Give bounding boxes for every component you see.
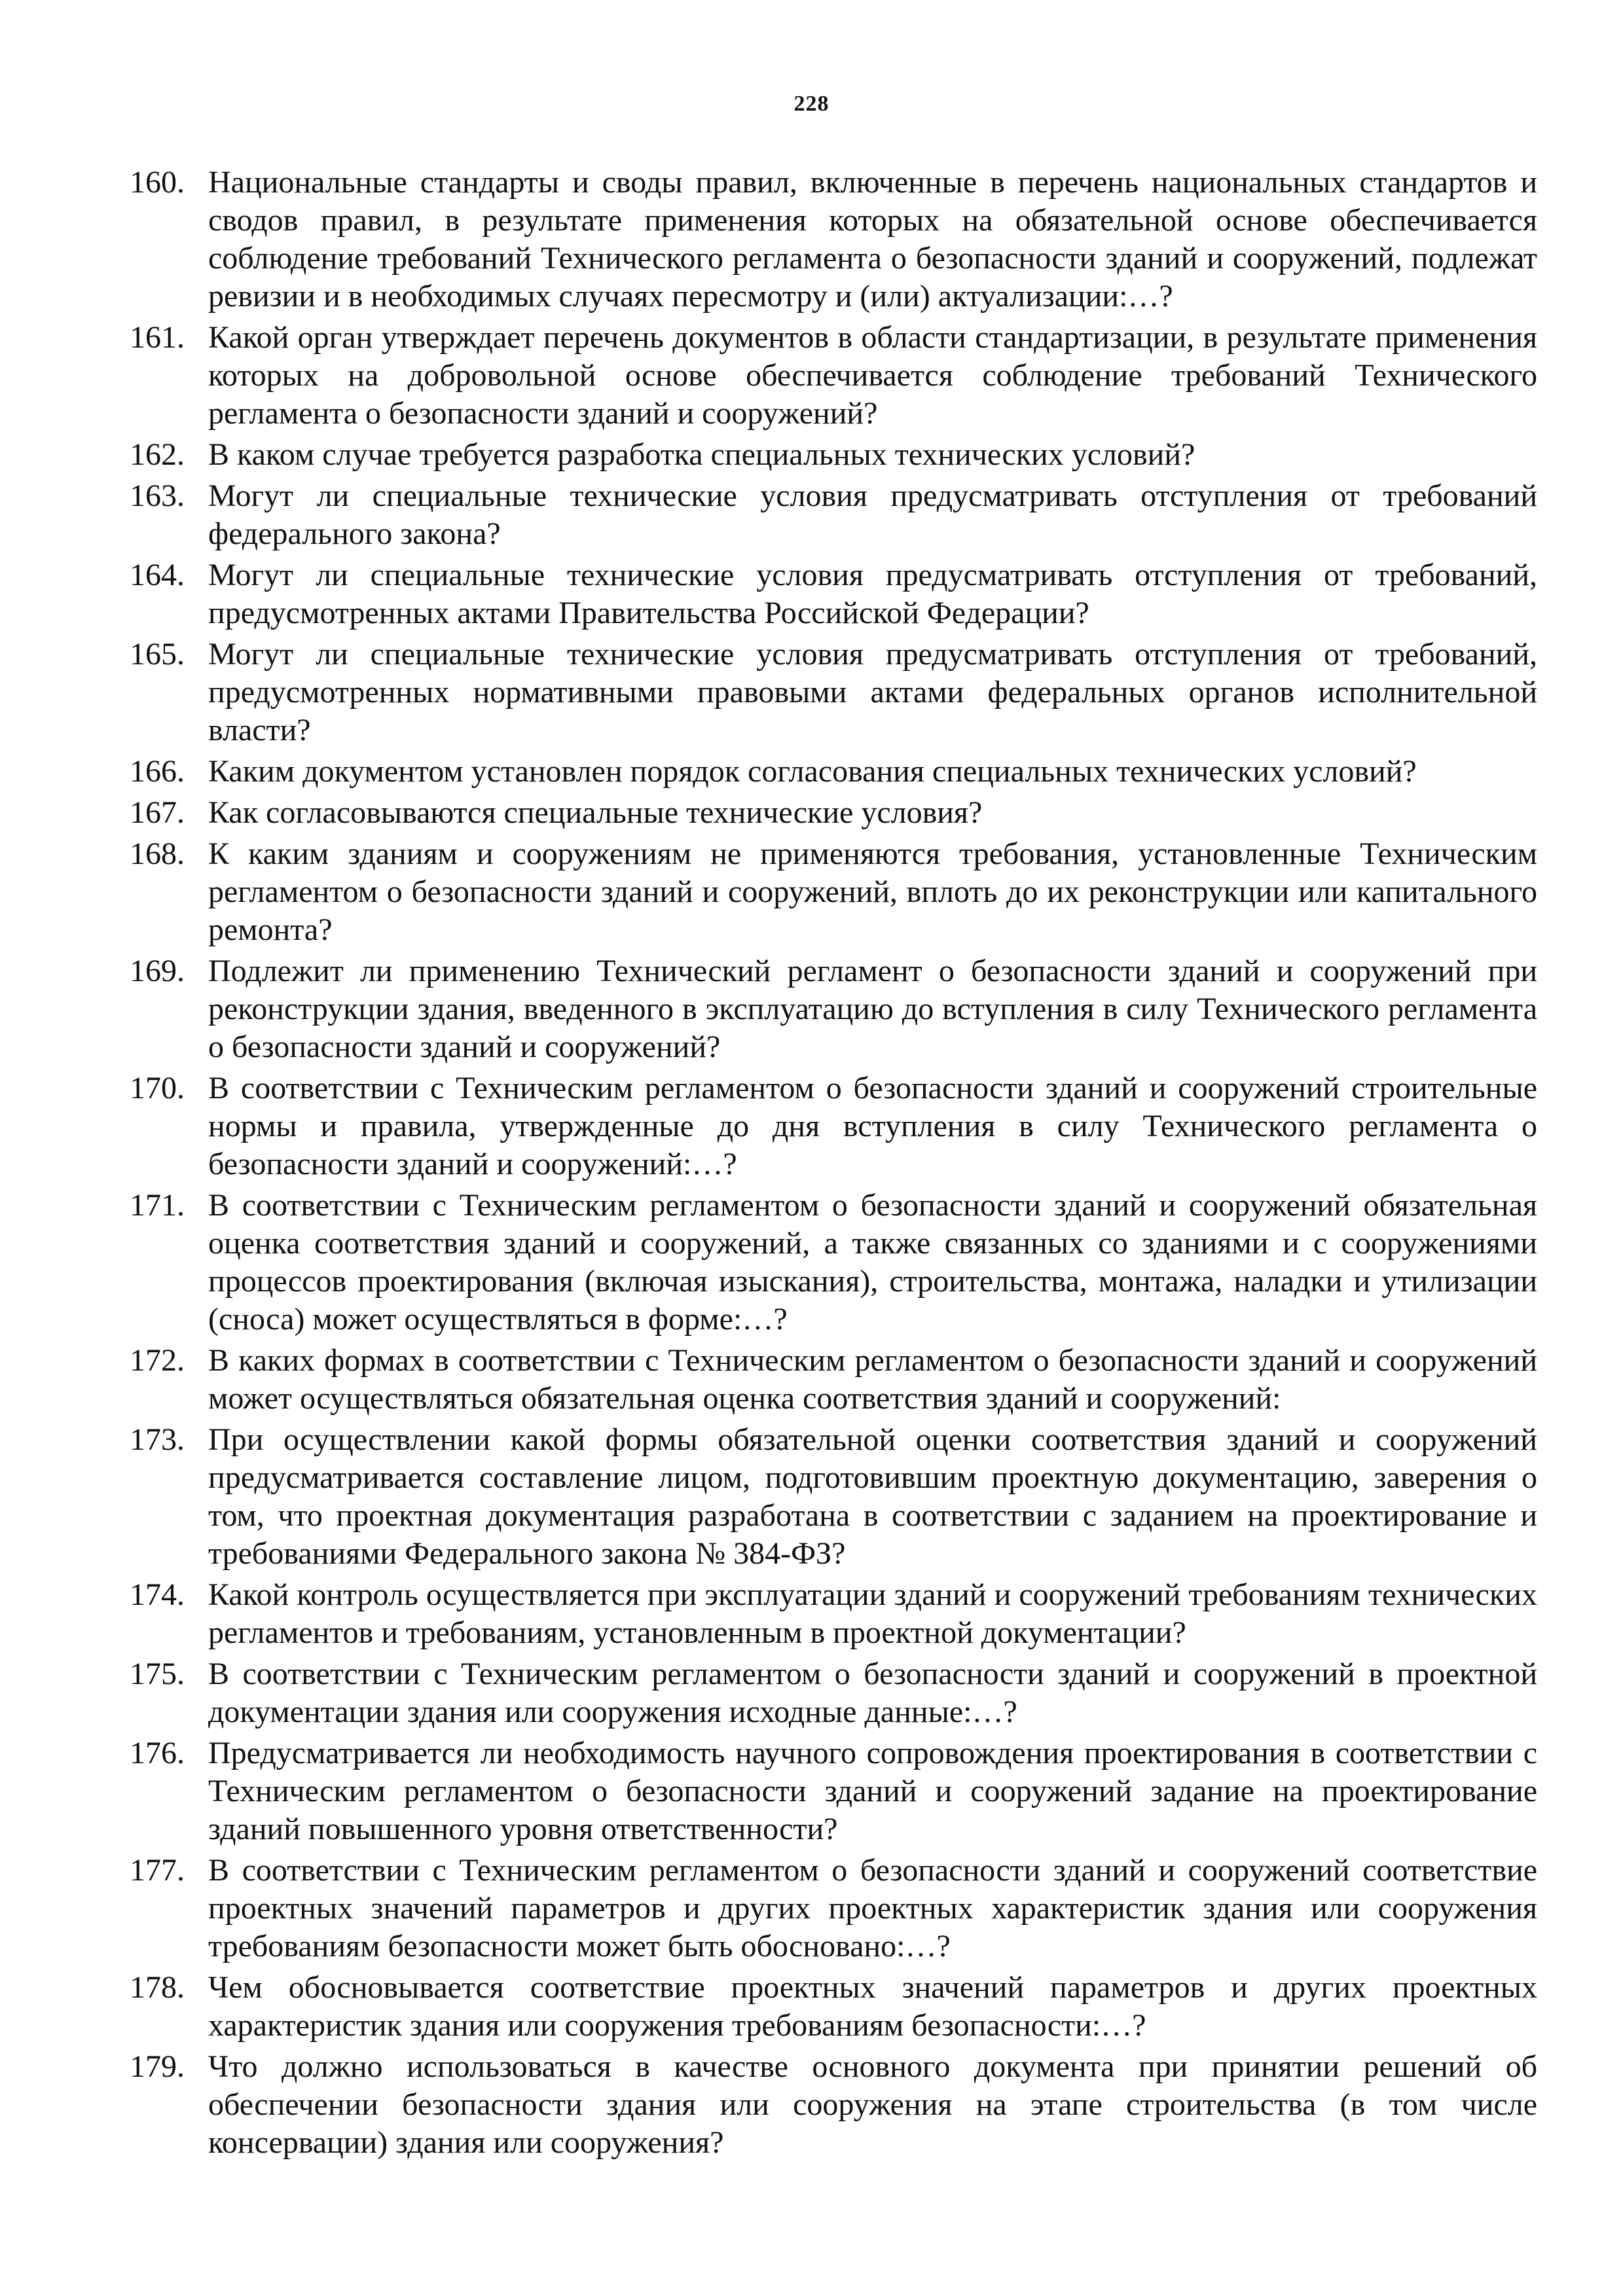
question-number: 170. <box>130 1071 185 1105</box>
question-item <box>130 1969 1537 2045</box>
question-text: Национальные стандарты и своды правил, включенные в перечень национальных стандартов и сводов правил, в результате применения которых на обязательной основе обеспечивается соблюдение требований Технического регламента о безопасности зданий и сооружений, подлежат ревизии и в необходимых случаях пересмотру и (или) актуализации:…? <box>208 165 1537 314</box>
question-item <box>130 1734 1537 1848</box>
question-text: Могут ли специальные технические условия предусматривать отступления от требований, предусмотренных актами Правительства Российской Федерации? <box>208 558 1537 630</box>
question-text: В соответствии с Техническим регламентом о безопасности зданий и сооружений соответствие проектных значений параметров и других проектных характеристик здания или сооружения требованиям безопасности может быть обосновано:…? <box>208 1853 1537 1964</box>
question-number: 168. <box>130 836 185 871</box>
page-number: 228 <box>793 92 830 116</box>
question-number: 176. <box>130 1736 185 1770</box>
question-text: Предусматривается ли необходимость научного сопровождения проектирования в соответствии с Техническим регламентом о безопасности зданий и сооружений задание на проектирование зданий повышенного уровня ответственности? <box>208 1736 1537 1846</box>
question-text: В каких формах в соответствии с Техническим регламентом о безопасности зданий и сооружений может осуществляться обязательная оценка соответствия зданий и сооружений: <box>208 1343 1537 1416</box>
question-number: 165. <box>130 637 185 672</box>
question-item <box>130 753 1537 791</box>
question-text: Могут ли специальные технические условия предусматривать отступления от требований, предусмотренных нормативными правовыми актами федеральных органов исполнительной власти? <box>208 637 1537 747</box>
question-number: 178. <box>130 1970 185 2005</box>
question-text: Как согласовываются специальные технические условия? <box>208 795 983 830</box>
question-text: Что должно использоваться в качестве основного документа при принятии решений об обеспечении безопасности здания или сооружения на этапе строительства (в том числе консервации) здания или сооружения? <box>208 2049 1537 2160</box>
question-text: Какой орган утверждает перечень документов в области стандартизации, в результате применения которых на добровольной основе обеспечивается соблюдение требований Технического регламента о безопасности зданий и сооружений? <box>208 320 1537 431</box>
question-item <box>130 835 1537 949</box>
question-item <box>130 436 1537 474</box>
question-item <box>130 477 1537 553</box>
question-number: 160. <box>130 165 185 200</box>
question-number: 172. <box>130 1343 185 1378</box>
question-number: 164. <box>130 558 185 592</box>
question-text: В каком случае требуется разработка специальных технических условий? <box>208 437 1195 472</box>
question-number: 175. <box>130 1657 185 1691</box>
question-text: В соответствии с Техническим регламентом о безопасности зданий и сооружений обязательная оценка соответствия зданий и сооружений, а также связанных со зданиями и с сооружениями процессов проектирования (включая изыскания), строительства, монтажа, наладки и утилизации (сноса) может осуществляться в форме:…? <box>208 1188 1537 1336</box>
question-text: К каким зданиям и сооружениям не применяются требования, установленные Техническим регламентом о безопасности зданий и сооружений, вплоть до их реконструкции или капитального ремонта? <box>208 836 1537 947</box>
question-text: При осуществлении какой формы обязательной оценки соответствия зданий и сооружений предусматривается составление лицом, подготовившим проектную документацию, заверения о том, что проектная документация разработана в соответствии с заданием на проектирование и требованиями Федерального закона № 384-ФЗ? <box>208 1422 1537 1571</box>
question-number: 161. <box>130 320 185 355</box>
question-text: В соответствии с Техническим регламентом о безопасности зданий и сооружений в проектной документации здания или сооружения исходные данные:…? <box>208 1657 1537 1729</box>
question-text: Какой контроль осуществляется при эксплуатации зданий и сооружений требованиям технических регламентов и требованиям, установленным в проектной документации? <box>208 1577 1537 1650</box>
question-text: Чем обосновывается соответствие проектных значений параметров и других проектных характеристик здания или сооружения требованиям безопасности:…? <box>208 1970 1537 2043</box>
question-item <box>130 794 1537 832</box>
question-number: 173. <box>130 1422 185 1457</box>
question-number: 169. <box>130 954 185 988</box>
question-item <box>130 952 1537 1066</box>
question-item <box>130 1655 1537 1731</box>
question-item <box>130 1852 1537 1965</box>
question-item <box>130 1342 1537 1418</box>
question-item <box>130 636 1537 749</box>
question-text: Подлежит ли применению Технический регламент о безопасности зданий и сооружений при реконструкции здания, введенного в эксплуатацию до вступления в силу Технического регламента о безопасности зданий и сооружений? <box>208 954 1537 1064</box>
question-number: 162. <box>130 437 185 472</box>
question-number: 174. <box>130 1577 185 1612</box>
question-item <box>130 1421 1537 1573</box>
question-item <box>130 164 1537 315</box>
question-item <box>130 1069 1537 1183</box>
question-text: В соответствии с Техническим регламентом о безопасности зданий и сооружений строительные нормы и правила, утвержденные до дня вступления в силу Технического регламента о безопасности зданий и сооружений:…? <box>208 1071 1537 1181</box>
question-number: 177. <box>130 1853 185 1888</box>
question-text: Могут ли специальные технические условия предусматривать отступления от требований федерального закона? <box>208 478 1537 551</box>
question-number: 167. <box>130 795 185 830</box>
question-item <box>130 556 1537 632</box>
question-item <box>130 2048 1537 2162</box>
question-text: Каким документом установлен порядок согласования специальных технических условий? <box>208 754 1417 789</box>
question-item <box>130 319 1537 433</box>
question-number: 171. <box>130 1188 185 1223</box>
question-item <box>130 1576 1537 1652</box>
question-number: 163. <box>130 478 185 513</box>
question-number: 166. <box>130 754 185 789</box>
question-number: 179. <box>130 2049 185 2084</box>
question-list <box>130 164 1537 2165</box>
question-item <box>130 1187 1537 1338</box>
